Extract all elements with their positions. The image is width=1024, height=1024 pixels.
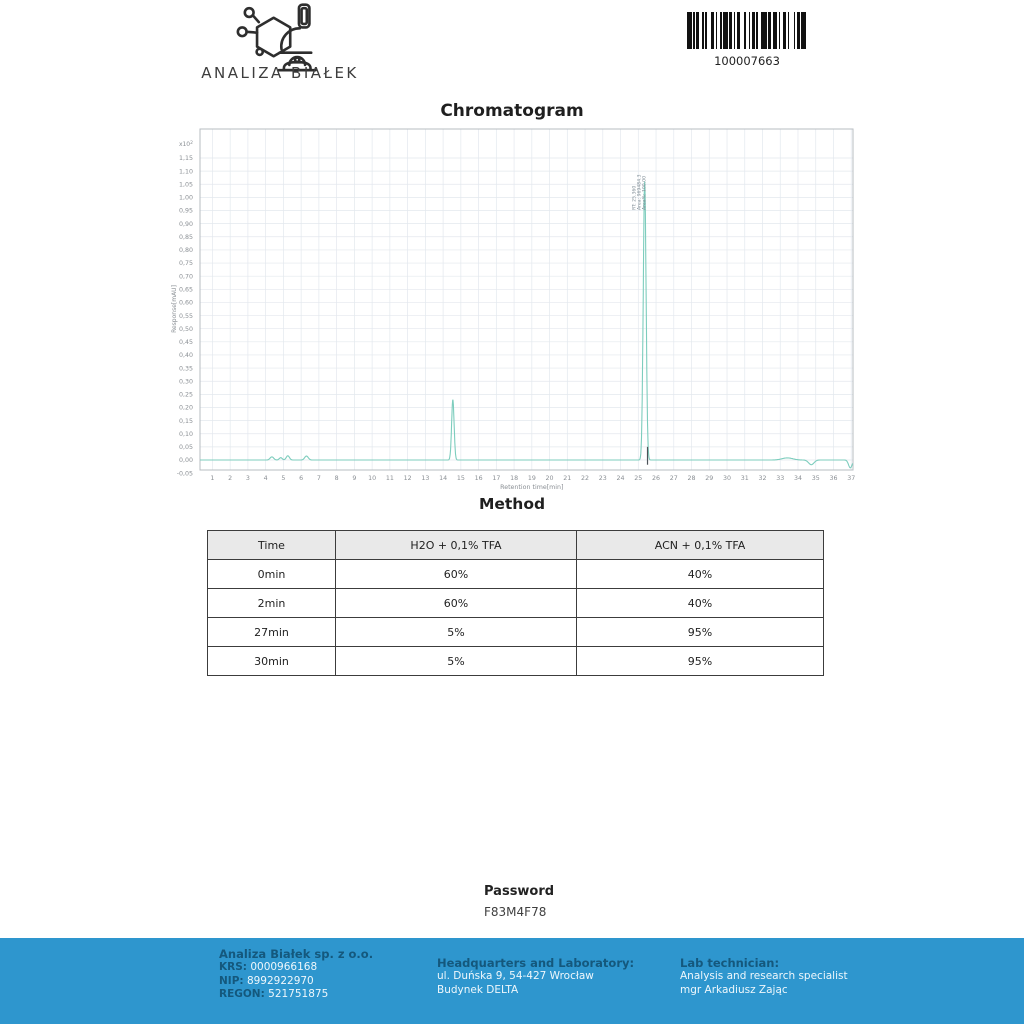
x-tick-label: 18 [510, 475, 519, 482]
nip-value: 8992922970 [246, 974, 314, 987]
x-tick-label: 5 [281, 475, 286, 482]
y-tick-label: 0,55 [178, 312, 193, 320]
krs-label: KRS: [219, 961, 247, 973]
chromatogram-plot [0, 126, 1024, 501]
x-tick-label: 30 [723, 475, 732, 482]
y-tick-label: 0,15 [178, 417, 193, 425]
y-tick-label: 0,40 [178, 352, 193, 360]
footer-company-info [219, 947, 373, 1002]
y-axis-label: Response[mAU] [171, 285, 178, 333]
chromatogram-title: Chromatogram [440, 101, 584, 121]
x-tick-label: 12 [403, 475, 412, 482]
x-tick-label: 15 [456, 475, 465, 482]
x-tick-label: 16 [474, 475, 483, 482]
x-tick-label: 14 [439, 475, 448, 482]
y-tick-label: 0,35 [178, 365, 193, 373]
headquarters-building: Budynek DELTA [437, 983, 519, 996]
y-tick-label: 0,80 [178, 247, 193, 255]
cell-acn: 95% [577, 647, 824, 676]
password-label: Password [484, 884, 555, 899]
y-tick-label: 0,30 [178, 378, 193, 386]
column-header-time: Time [208, 531, 336, 560]
y-tick-label: -0,05 [176, 470, 193, 478]
y-tick-label: 0,85 [178, 233, 193, 241]
krs-value: 0000966168 [250, 961, 318, 973]
x-tick-label: 31 [740, 475, 749, 482]
footer-headquarters [437, 956, 634, 997]
y-tick-label: 1,00 [178, 194, 193, 202]
x-tick-label: 6 [299, 475, 304, 482]
peak-annotation: RT: 25.360 [632, 185, 638, 210]
cell-time: 2min [208, 589, 336, 618]
company-logo-text: ANALIZA BIAŁEK [201, 64, 359, 82]
y-tick-label: 0,95 [178, 207, 193, 215]
headquarters-address: ul. Duńska 9, 54-427 Wrocław [437, 970, 594, 982]
cell-h2o: 60% [336, 589, 577, 618]
x-axis-label: Retention time[min] [500, 484, 564, 491]
cell-time: 30min [208, 647, 336, 676]
x-tick-label: 17 [492, 475, 501, 482]
x-tick-label: 27 [669, 475, 678, 482]
footer [0, 938, 1024, 1024]
x-tick-label: 11 [385, 475, 394, 482]
table-row [208, 618, 824, 647]
x-tick-label: 1 [210, 475, 215, 482]
x-tick-label: 13 [421, 475, 430, 482]
cell-time: 27min [208, 618, 336, 647]
y-tick-label: 0,70 [178, 273, 193, 281]
company-krs [219, 961, 373, 975]
x-tick-label: 4 [263, 475, 268, 482]
barcode-number: 100007663 [714, 54, 780, 68]
method-title: Method [478, 495, 546, 513]
table-row [208, 589, 824, 618]
x-tick-label: 23 [598, 475, 607, 482]
x-tick-label: 32 [758, 475, 767, 482]
x-tick-label: 25 [634, 475, 643, 482]
x-tick-label: 26 [652, 475, 661, 482]
company-nip [219, 975, 373, 989]
peak-annotation: Area: 969484.3 [637, 174, 643, 210]
y-tick-label: 0,00 [178, 457, 193, 465]
x-tick-label: 7 [316, 475, 321, 482]
cell-acn: 95% [577, 618, 824, 647]
y-tick-label: 0,05 [178, 444, 193, 452]
cell-acn: 40% [577, 560, 824, 589]
table-row [208, 560, 824, 589]
x-tick-label: 36 [829, 475, 838, 482]
cell-h2o: 60% [336, 560, 577, 589]
y-unit-label: $x10^2$ [178, 141, 193, 148]
y-tick-label: 0,10 [178, 430, 193, 438]
y-tick-label: 0,60 [178, 299, 193, 307]
barcode-icon [687, 12, 807, 49]
peak-annotation: Area%: 100.00 [642, 175, 648, 210]
x-tick-label: 9 [352, 475, 357, 482]
x-tick-label: 21 [563, 475, 572, 482]
password-value: F83M4F78 [484, 905, 547, 919]
cell-time: 0min [208, 560, 336, 589]
y-tick-label: 1,10 [178, 168, 193, 176]
y-tick-label: 0,50 [178, 325, 193, 333]
nip-label: NIP: [219, 974, 244, 987]
company-regon [219, 988, 373, 1002]
y-tick-label: 1,05 [178, 181, 193, 189]
column-header-acn: ACN + 0,1% TFA [577, 531, 824, 560]
barcode-gap [806, 12, 808, 49]
table-row [208, 647, 824, 676]
regon-value: 521751875 [268, 988, 329, 1000]
company-name: Analiza Białek sp. z o.o. [219, 947, 374, 961]
x-tick-label: 22 [581, 475, 590, 482]
chromatogram-chart [0, 126, 1024, 501]
column-header-h2o: H2O + 0,1% TFA [336, 531, 577, 560]
x-tick-label: 8 [334, 475, 339, 482]
x-tick-label: 2 [228, 475, 233, 482]
cell-h2o: 5% [336, 618, 577, 647]
y-tick-label: 0,20 [178, 404, 193, 412]
technician-title: Lab technician: [680, 956, 780, 970]
technician-name: mgr Arkadiusz Zając [680, 983, 788, 996]
company-logo-icon [230, 2, 326, 72]
x-tick-label: 37 [847, 475, 856, 482]
x-tick-label: 35 [811, 475, 820, 482]
table-header-row [208, 531, 824, 560]
cell-acn: 40% [577, 589, 824, 618]
headquarters-title: Headquarters and Laboratory: [437, 956, 635, 970]
x-tick-label: 3 [245, 475, 250, 482]
regon-label: REGON: [219, 988, 265, 1000]
x-tick-label: 24 [616, 475, 625, 482]
cell-h2o: 5% [336, 647, 577, 676]
x-tick-label: 19 [527, 475, 536, 482]
y-tick-label: 0,90 [178, 220, 193, 228]
y-tick-label: 0,25 [178, 391, 193, 399]
y-tick-label: 0,65 [178, 286, 193, 294]
x-tick-label: 33 [776, 475, 785, 482]
y-tick-label: 0,45 [178, 339, 193, 347]
technician-role: Analysis and research specialist [680, 970, 848, 982]
y-tick-label: 1,15 [178, 155, 193, 163]
x-tick-label: 34 [793, 475, 802, 482]
x-tick-label: 20 [545, 475, 554, 482]
x-tick-label: 10 [368, 475, 377, 482]
y-tick-label: 0,75 [178, 260, 193, 268]
x-tick-label: 28 [687, 475, 696, 482]
footer-technician [680, 956, 848, 997]
method-table [207, 530, 824, 676]
x-tick-label: 29 [705, 475, 714, 482]
